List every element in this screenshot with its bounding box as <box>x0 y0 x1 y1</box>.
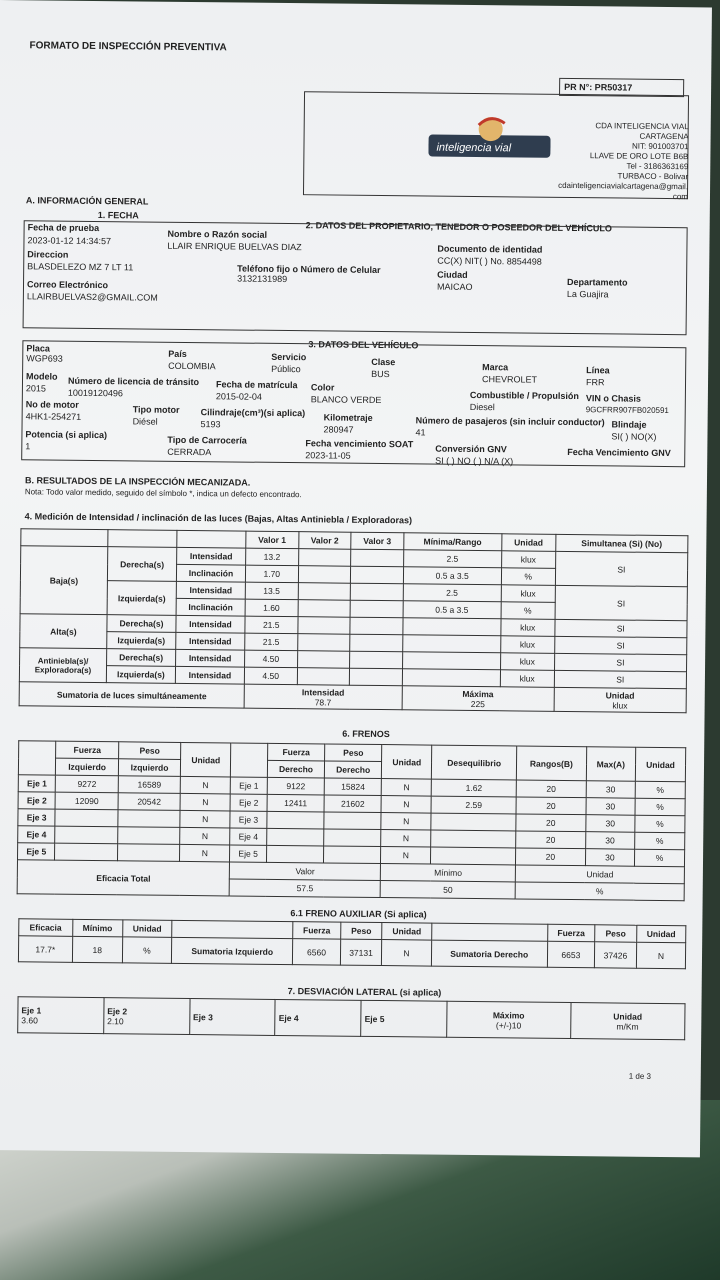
table-cell <box>18 741 56 775</box>
table-cell: N <box>636 942 685 969</box>
table-cell <box>55 843 118 861</box>
table-cell: 1.60 <box>245 599 298 617</box>
table-cell <box>402 652 500 670</box>
table-cell: % <box>635 781 685 799</box>
table-cell: Izquierda(s) <box>107 581 176 616</box>
table-cell: 57.5 <box>229 879 380 898</box>
table-cell: Eje 1 <box>230 777 267 794</box>
table-cell <box>231 743 268 777</box>
table-cell: Intensidad <box>176 581 245 599</box>
table-cell: Antiniebla(s)/ Exploradora(s) <box>19 648 106 683</box>
table-cell <box>350 617 403 635</box>
table-cell: Eficacia <box>19 919 73 937</box>
svg-text:inteligencia vial: inteligencia vial <box>436 141 512 155</box>
table-cell: N <box>180 776 230 794</box>
table-cell: N <box>180 827 230 845</box>
table-cell: 0.5 a 3.5 <box>403 567 501 585</box>
table-cell: klux <box>501 619 555 637</box>
table-cell: Máxima 225 <box>402 686 554 712</box>
table-cell <box>402 669 500 687</box>
table-cell: 21.5 <box>245 616 298 634</box>
table-cell: Eje 4 <box>230 828 267 845</box>
table-cell: N <box>180 844 230 862</box>
table-cell: 30 <box>585 832 634 850</box>
brakes-table <box>17 740 687 901</box>
table-cell: Eje 3 <box>230 811 267 828</box>
table-cell: Máximo (+/-)10 <box>447 1001 571 1038</box>
pr-number: PR N°: PR50317 <box>564 81 633 93</box>
table-cell: 30 <box>585 849 634 867</box>
table-cell: Valor <box>230 862 381 881</box>
table-cell: 20542 <box>118 793 181 811</box>
table-cell: Desequilibrio <box>432 745 517 780</box>
table-cell: Derecho <box>267 760 324 778</box>
table-cell <box>351 549 404 567</box>
table-cell: N <box>180 810 230 828</box>
lateral-deviation-title: 7. DESVIACIÓN LATERAL (si aplica) <box>287 986 442 998</box>
table-cell: Eje 2 <box>230 794 267 811</box>
table-cell <box>403 618 501 636</box>
table-cell <box>117 844 180 862</box>
table-cell: % <box>501 568 555 586</box>
table-cell: 2.5 <box>403 584 501 602</box>
table-cell: Eje 1 <box>18 775 56 792</box>
table-cell: Derecha(s) <box>107 615 176 633</box>
table-cell <box>431 923 547 941</box>
table-cell: % <box>635 832 685 850</box>
page-number: 1 de 3 <box>628 1071 652 1081</box>
table-cell: klux <box>500 670 554 688</box>
table-cell <box>172 920 294 938</box>
table-cell: Intensidad <box>176 632 245 650</box>
table-cell: SI <box>554 653 686 671</box>
table-cell: Unidad <box>382 923 431 941</box>
table-cell: Peso <box>118 742 181 760</box>
table-cell: Baja(s) <box>20 546 108 615</box>
table-cell: Mínimo <box>72 919 122 937</box>
table-cell: Eje 1 3.60 <box>18 997 104 1034</box>
table-cell: % <box>634 849 684 867</box>
table-cell: 2.59 <box>431 796 516 814</box>
table-cell: 1.62 <box>431 779 516 797</box>
table-cell: Simultanea (Si) (No) <box>555 534 687 552</box>
table-cell <box>402 635 500 653</box>
table-cell: 37131 <box>340 939 382 965</box>
table-cell: 1.70 <box>245 565 298 583</box>
table-cell: Intensidad <box>176 615 245 633</box>
table-cell: Unidad <box>637 925 686 943</box>
table-cell: Sumatoria de luces simultáneamente <box>19 682 244 708</box>
table-cell <box>297 651 350 669</box>
aux-brake-title: 6.1 FRENO AUXILIAR (Si aplica) <box>290 908 427 920</box>
table-cell <box>350 651 403 669</box>
table-cell <box>349 668 402 686</box>
table-cell: SI <box>555 619 687 637</box>
table-cell <box>298 600 351 618</box>
section-b-title: B. RESULTADOS DE LA INSPECCIÓN MECANIZADA. <box>24 475 251 488</box>
company-info: CDA INTELIGENCIA VIAL CARTAGENA NIT: 901003701 LLAVE DE ORO LOTE B6B Tel - 3186363169 TURBACO - Bolivar cdainteligenciavialcartagena@gmail.com <box>558 121 689 202</box>
section-a-title: A. INFORMACIÓN GENERAL <box>25 195 149 207</box>
table-cell: Izquierda(s) <box>106 666 175 684</box>
table-cell: 37426 <box>594 942 636 968</box>
table-cell <box>298 549 351 567</box>
table-cell: Max(A) <box>586 747 636 782</box>
table-cell: Eje 5 <box>230 845 267 862</box>
table-cell: Fuerza <box>56 741 119 759</box>
table-cell: Valor 2 <box>298 532 351 550</box>
brakes-title: 6. FRENOS <box>342 728 390 740</box>
table-cell: 17.7* <box>18 936 72 963</box>
table-cell: Fuerza <box>548 924 595 941</box>
table-cell: N <box>382 779 432 797</box>
table-cell: 21602 <box>324 795 381 813</box>
vehicle-title: 3. DATOS DEL VEHÍCULO <box>308 339 419 351</box>
table-cell <box>297 668 350 686</box>
table-cell: 13.5 <box>245 582 298 600</box>
table-cell: % <box>635 798 685 816</box>
inspection-document: FORMATO DE INSPECCIÓN PREVENTIVA PR N°: PR50317 inteligencia vial CDA INTELIGENCIA VIAL CARTAGENA NIT: 901003701 LLAVE DE ORO LOTE B6B Tel - 3186363169 TURBACO - Bolivar cdainteligenciavialcartagena@gmail.com A. INFORMACIÓN GENERAL 1. FECHA 2. DATOS DEL PROPIETARIO, TENEDOR O POSEEDOR DEL VEHÍCULO Fecha de prueba 2023-01-12 14:34:57 Nombre o Razón social LLAIR ENRIQUE BUELVAS DIAZ Documento de identidad CC(X) NIT( ) No. 8854498 Direccion BLASDELEZO MZ 7 LT 11 Teléfono fijo o Número de Celular 3132131989 Ciudad MAICAO Departamento La Guajira Correo Electrónico LLAIRBUELVAS2@GMAIL.COM 3. DATOS DEL VEHÍCULO Placa WGP693 País COLOMBIA Servicio Público Clase BUS Marca CHEVROLET Línea FRR Modelo 2015 Número de licencia de tránsito 10019120496 Fecha de matrícula 2015-02-04 Color BLANCO VERDE Combustible / Propulsión Diesel VIN o Chasis 9GCFRR907FB020591 No de motor 4HK1-254271 Tipo motor Diésel Cilindraje(cm³)(si aplica) 5193 Kilometraje 280947 Número de pasajeros (sin incluir conductor) 41 Blindaje SI( ) NO(X) Potencia (si aplica) 1 Tipo de Carrocería CERRADA Fecha vencimiento SOAT 2023-11-05 Conversión GNV SI ( ) NO ( ) N/A (X) Fecha Vencimiento GNV B. RESULTADOS DE LA INSPECCIÓN MECANIZADA. Nota: Todo valor medido, seguido del símbolo *, indica un defecto encontrado. 4. Medición de Intensidad / inclinación de las luces (Bajas, Altas Antiniebla / Exploradoras) Valor 1 Valor 2 Valor 3 Mínima/Rango Unidad Simultanea (Si) (No) Baja(s) Derecha(s) Intensidad 13.2 2.5 klux SI Inclinación 1.70 0.5 a 3.5 % Izquierda(s) Intensidad 13.5 2.5 klux SI Inclinación 1.60 0.5 a 3.5 % Alta(s) Derecha(s) Intensidad 21.5 klux SI Izquierda(s) Intensidad 21.5 klux SI Antiniebla(s)/ Exploradora(s) Derecha(s) Intensidad 4.50 klux SI Izquierda(s) Intensidad 4.50 klux SI Sumatoria de luces simultáneamente Intensidad 78.7 Máxima 225 Unidad klux 6. FRENOS Fuerza Peso Unidad Fuerza Peso Unidad Desequilibrio Rangos(B) Max(A) Unidad Izquierdo Izquierdo Derecho Derecho Eje 1 9272 16589 N Eje 1 9122 15824 N 1.62 20 30 % Eje 2 12090 20542 N Eje 2 12411 21602 N 2.59 20 30 % Eje 3 N Eje 3 N 20 30 % Eje 4 N Eje 4 N 20 30 % Eje 5 N Eje 5 N 20 30 % Eficacia Total Valor Mínimo Unidad 57.5 50 % 6.1 FRENO AUXILIAR (Si aplica) Eficacia Mínimo Unidad Fuerza Peso Unidad Fuerza Peso Unidad 17.7* 18 % Sumatoria Izquierdo 6560 37131 N Sumatoria Derecho 6653 37426 N 7. DESVIACIÓN LATERAL (si aplica) Eje 1 3.60 Eje 2 2.10 Eje 3 Eje 4 Eje 5 Máximo (+/-)10 Unidad m/Km 1 de 3 <box>0 0 712 1157</box>
table-cell <box>118 827 181 845</box>
table-cell: 20 <box>516 780 586 798</box>
table-cell <box>297 634 350 652</box>
table-cell: Alta(s) <box>20 614 107 649</box>
table-cell: Eje 5 <box>361 1000 447 1037</box>
table-cell <box>267 811 324 829</box>
table-cell: 30 <box>586 781 635 799</box>
table-cell: Izquierda(s) <box>107 632 176 650</box>
table-cell: % <box>515 882 684 901</box>
table-cell: N <box>382 940 431 967</box>
table-cell: 20 <box>516 831 586 849</box>
table-cell: Izquierdo <box>118 759 181 777</box>
table-cell: 21.5 <box>245 633 298 651</box>
table-cell <box>324 846 381 864</box>
table-cell: 4.50 <box>245 650 298 668</box>
table-cell <box>55 809 118 827</box>
table-cell <box>431 847 516 865</box>
table-cell <box>267 828 324 846</box>
table-cell: Valor 1 <box>246 531 299 549</box>
table-cell: Derecho <box>325 761 382 779</box>
table-cell: Intensidad <box>175 666 244 684</box>
table-cell: 2.5 <box>403 550 501 568</box>
table-cell: Izquierdo <box>56 758 119 776</box>
table-cell <box>350 583 403 601</box>
table-cell: 6653 <box>547 941 594 967</box>
table-cell: Unidad <box>123 920 172 938</box>
table-cell: Unidad <box>382 745 432 780</box>
table-cell <box>324 829 381 847</box>
table-cell: Eje 2 <box>18 792 56 809</box>
table-cell <box>351 566 404 584</box>
table-cell: SI <box>555 585 688 620</box>
table-cell: Intensidad 78.7 <box>244 684 402 710</box>
table-cell: N <box>180 793 230 811</box>
lights-table <box>19 528 689 713</box>
table-cell: Peso <box>325 744 382 762</box>
table-cell: klux <box>501 585 555 603</box>
table-cell: Sumatoria Derecho <box>431 940 548 967</box>
table-cell <box>177 530 246 548</box>
table-cell: Eje 4 <box>18 826 56 843</box>
lateral-deviation-table <box>17 996 685 1040</box>
table-cell <box>324 812 381 830</box>
table-cell: Eje 4 <box>275 999 361 1036</box>
table-cell: 12090 <box>55 792 118 810</box>
table-cell: 12411 <box>267 794 324 812</box>
table-cell <box>431 830 516 848</box>
table-cell: klux <box>500 636 554 654</box>
table-cell: 50 <box>380 881 515 899</box>
table-cell: N <box>381 847 431 865</box>
table-cell <box>298 583 351 601</box>
doc-title: FORMATO DE INSPECCIÓN PREVENTIVA <box>29 40 227 54</box>
table-cell: Eje 2 2.10 <box>103 998 189 1035</box>
table-cell: Derecha(s) <box>107 649 176 667</box>
table-cell: Fuerza <box>293 922 340 939</box>
aux-brake-table <box>18 918 686 969</box>
table-cell: Peso <box>340 922 382 939</box>
table-cell: Mínima/Rango <box>403 533 501 551</box>
table-cell: 20 <box>516 797 586 815</box>
table-cell: Eje 3 <box>189 999 275 1036</box>
table-cell: % <box>635 815 685 833</box>
table-cell: Inclinación <box>176 598 245 616</box>
table-cell <box>350 634 403 652</box>
table-cell: Intensidad <box>176 649 245 667</box>
table-cell: 9122 <box>267 777 324 795</box>
table-cell: Eficacia Total <box>17 860 230 896</box>
table-cell <box>118 810 181 828</box>
table-cell: 30 <box>586 815 635 833</box>
table-cell: Intensidad <box>177 547 246 565</box>
table-cell <box>298 566 351 584</box>
table-cell: 18 <box>72 936 123 963</box>
table-cell: 4.50 <box>244 667 297 685</box>
table-cell: Sumatoria Izquierdo <box>171 937 293 964</box>
table-cell: Rangos(B) <box>516 746 586 781</box>
table-cell: 30 <box>586 798 635 816</box>
table-cell: 6560 <box>293 939 340 965</box>
table-cell: Unidad <box>502 534 556 552</box>
table-cell: 20 <box>516 848 586 866</box>
table-cell: Valor 3 <box>351 532 404 550</box>
company-logo <box>428 114 551 171</box>
table-cell: Fuerza <box>268 743 325 761</box>
table-cell: 20 <box>516 814 586 832</box>
table-cell: 0.5 a 3.5 <box>403 601 501 619</box>
table-cell: Eje 5 <box>17 843 55 860</box>
table-cell <box>431 813 516 831</box>
table-cell: SI <box>555 551 688 586</box>
table-cell: SI <box>554 670 686 688</box>
table-cell: Mínimo <box>381 864 516 882</box>
table-cell: Derecha(s) <box>107 547 176 582</box>
table-cell: Unidad m/Km <box>570 1003 685 1040</box>
table-cell: N <box>381 830 431 848</box>
table-cell: Unidad klux <box>554 687 687 712</box>
table-cell: klux <box>500 653 554 671</box>
table-cell: Eje 3 <box>18 809 56 826</box>
table-cell: 9272 <box>56 775 119 793</box>
table-cell: klux <box>501 551 555 569</box>
table-cell <box>21 529 108 547</box>
table-cell: Unidad <box>181 742 231 777</box>
table-cell: SI <box>554 636 686 654</box>
table-cell: N <box>381 796 431 814</box>
table-cell: 16589 <box>118 776 181 794</box>
table-cell: N <box>381 813 431 831</box>
table-cell <box>266 845 323 863</box>
table-cell: % <box>122 937 171 964</box>
table-cell <box>55 826 118 844</box>
table-cell: 13.2 <box>246 548 299 566</box>
table-cell: Inclinación <box>176 564 245 582</box>
table-cell: Unidad <box>515 865 684 884</box>
lights-title: 4. Medición de Intensidad / inclinación de las luces (Bajas, Altas Antiniebla / Exploradoras) <box>24 511 413 526</box>
table-cell: % <box>501 602 555 620</box>
table-cell: Unidad <box>635 747 685 782</box>
table-cell: Peso <box>595 925 637 942</box>
table-cell: 15824 <box>324 778 381 796</box>
table-cell <box>297 617 350 635</box>
table-cell <box>108 530 177 548</box>
table-cell <box>350 600 403 618</box>
